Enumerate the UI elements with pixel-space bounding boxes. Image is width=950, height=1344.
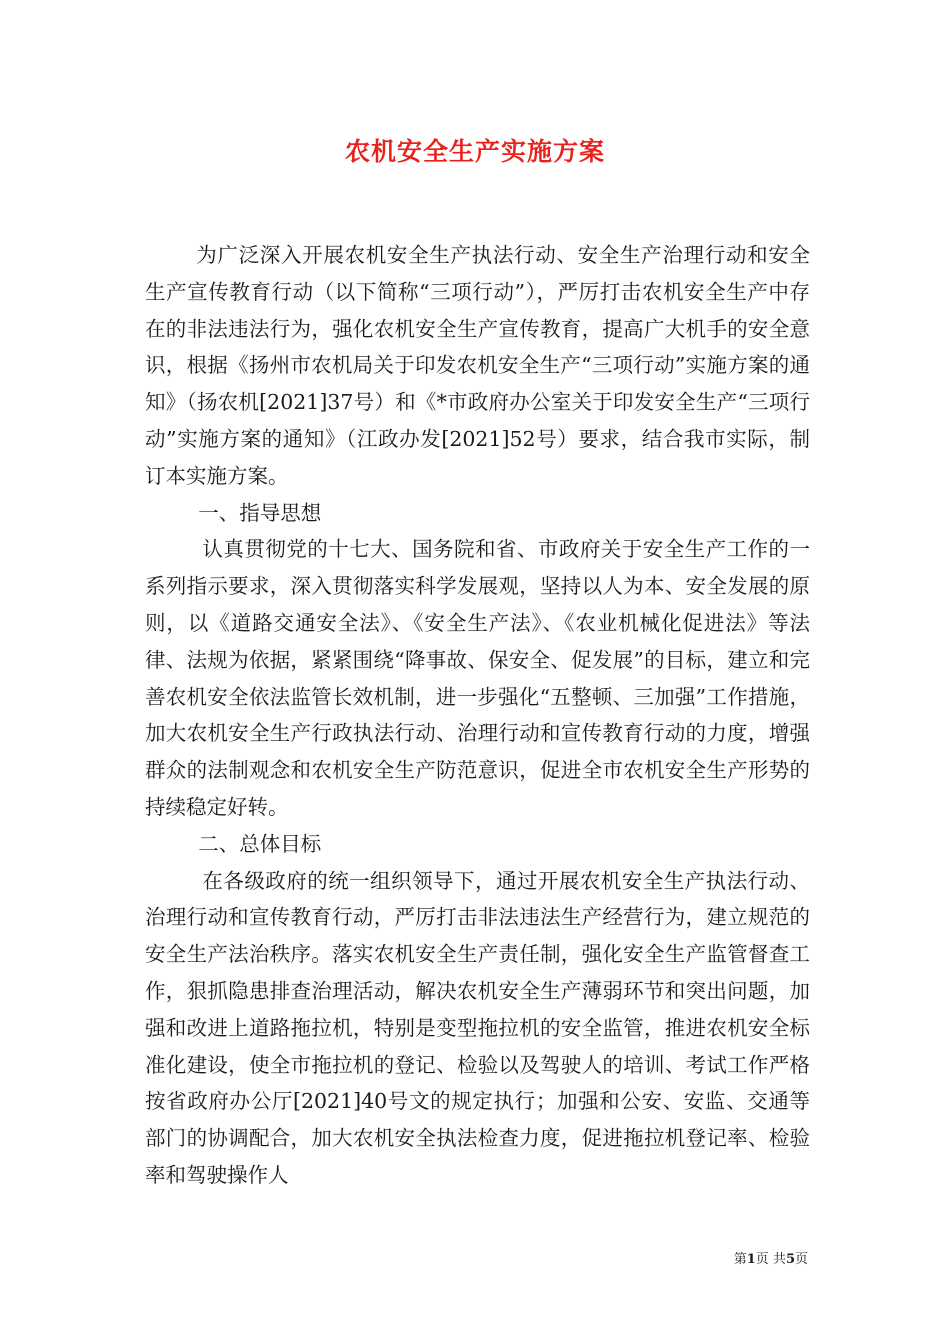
footer-total-pages: 5	[785, 1252, 795, 1267]
footer-prefix: 第	[733, 1252, 747, 1267]
section-heading-guiding-thought: 一、指导思想	[198, 500, 322, 525]
footer-suffix: 页	[794, 1252, 808, 1267]
paragraph-intro: 为广泛深入开展农机安全生产执法行动、安全生产治理行动和安全生产宣传教育行动（以下简称“三项行动”），严厉打击农机安全生产中存在的非法违法行为，强化农机安全生产宣传教育，提高广大机手的安全意识，根据《扬州市农机局关于印发农机安全生产“三项行动”实施方案的通知》（扬农机[2021]37号）和《*市政府办公室关于印发安全生产“三项行动”实施方案的通知》（江政办发[2021]52号）要求，结合我市实际，制订本实施方案。	[145, 243, 810, 488]
section-heading-overall-goal: 二、总体目标	[198, 831, 322, 856]
paragraph-overall-goal: 在各级政府的统一组织领导下，通过开展农机安全生产执法行动、治理行动和宣传教育行动，严厉打击非法违法生产经营行为，建立规范的安全生产法治秩序。落实农机安全生产责任制，强化安全生产监管督查工作，狠抓隐患排查治理活动，解决农机安全生产薄弱环节和突出问题，加强和改进上道路拖拉机，特别是变型拖拉机的安全监管，推进农机安全标准化建设，使全市拖拉机的登记、检验以及驾驶人的培训、考试工作严格按省政府办公厅[2021]40号文的规定执行；加强和公安、安监、交通等部门的协调配合，加大农机安全执法检查力度，促进拖拉机登记率、检验率和驾驶操作人	[145, 868, 810, 1187]
paragraph-guiding-thought: 认真贯彻党的十七大、国务院和省、市政府关于安全生产工作的一系列指示要求，深入贯彻落实科学发展观，坚持以人为本、安全发展的原则，以《道路交通安全法》、《安全生产法》、《农业机械化促进法》等法律、法规为依据，紧紧围绕“降事故、保安全、促发展”的目标，建立和完善农机安全依法监管长效机制，进一步强化“五整顿、三加强”工作措施，加大农机安全生产行政执法行动、治理行动和宣传教育行动的力度，增强群众的法制观念和农机安全生产防范意识，促进全市农机安全生产形势的持续稳定好转。	[145, 537, 810, 819]
footer-current-page: 1	[746, 1252, 756, 1267]
page-footer	[734, 1248, 808, 1267]
footer-middle: 页 共	[755, 1252, 786, 1267]
document-body	[145, 237, 810, 1194]
document-title: 农机安全生产实施方案	[344, 137, 605, 166]
